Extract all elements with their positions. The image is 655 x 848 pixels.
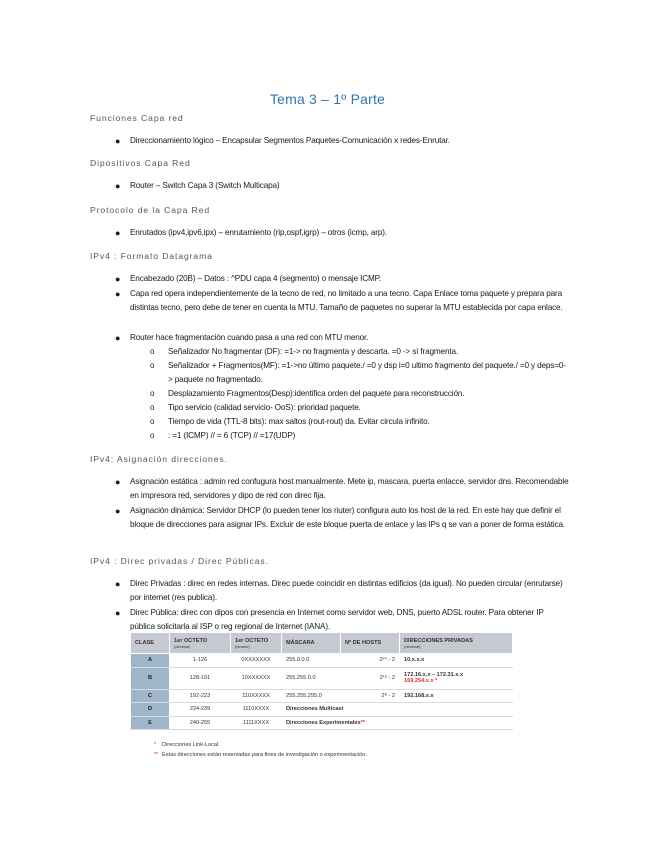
sub-bullet-item: o Tipo servicio (calidad servicio- OoS): prioridad paquete. xyxy=(168,401,570,415)
section-heading-direc: IPv4 : Direc privadas / Direc Públicas. xyxy=(90,556,269,566)
sub-bullet-item: o Tiempo de vida (TTL-8 bits): max saltos (rout-rout) da. Evitar circula infinito. xyxy=(168,415,570,429)
bullet-item: ● Asignación dinámica: Servidor DHCP (lo pueden tener los riuter) configura auto los host de la red. En este hay que definir el bloque de direcciones para asignar IPs. Excluir de este bloque puerta de enlace y las IPs q se van a poner de forma estática. xyxy=(115,506,566,530)
bullet-item: ● Encabezado (20B) – Datos : ^PDU capa 4 (segmento) o mensaje ICMP. xyxy=(130,272,570,286)
bullet-item: ● Asignación estática : admin red confugura host manualmente. Mete ip, mascara, puerta enlacce, servidor dns. Recomendable en impresora red, servidores y dipo de red con direc fija. xyxy=(115,477,569,501)
bullet-item: ● Direc Pública: direc con dipos con presencia en Internet como servidor web, DNS, puerto ADSL router. Para obtener IP pública solicitarla al ISP o reg regional de Internet (IANA). xyxy=(115,608,544,632)
section-heading-asignacion: IPv4: Asignación direcciones. xyxy=(90,454,228,464)
sub-bullet-item: o Señalizador No fragmentar (DF): =1-> no fragmenta y descarta. =0 -> sí fragmenta. xyxy=(168,345,570,359)
table-header-cell: CLASE xyxy=(131,633,170,654)
bullet-item: ● Router – Switch Capa 3 (Switch Multicapa) xyxy=(130,179,570,193)
section-heading-datagrama: IPv4 : Formato Datagrama xyxy=(90,251,213,261)
table-header-cell: 1er OCTETO (decimal) xyxy=(170,633,231,654)
bullet-icon: ● xyxy=(115,289,121,299)
circle-bullet-icon: o xyxy=(150,389,155,398)
bullet-item: ● Capa red opera independientemente de la tecno de red, no limitado a una tecno. Capa Enlace toma paquete y prepara para distintas tecno, pero debe de tener en cuenta la MTU. Tamaño de paquetes no superar la MTU establecida por capa enlace. xyxy=(115,289,563,313)
bullet-icon: ● xyxy=(115,274,121,284)
sub-bullet-item: o Señalizador + Fragmentos(MF): =1->no último paquete./ =0 y dsp i=0 ultimo fragmento del paquete./ =0 y deps=0-> paquete no fragmentado. xyxy=(150,361,566,385)
circle-bullet-icon: o xyxy=(150,347,155,356)
bullet-icon: ● xyxy=(115,506,121,516)
bullet-icon: ● xyxy=(115,579,121,589)
sub-bullet-item: o : =1 (ICMP) // = 6 (TCP) // =17(UDP) xyxy=(168,429,570,443)
table-header-cell: Nº DE HOSTS xyxy=(341,633,400,654)
table-header-row xyxy=(131,633,513,654)
bullet-item: ● Direccionamiento lógico – Encapsular Segmentos Paquetes-Comunicación x redes-Enrutar. xyxy=(130,134,570,148)
bullet-item: ● Direc Privadas : direc en redes internas. Direc puede coincidir en distintas edificios (da igual). No pueden circular (enrutarse) por internet (res publica). xyxy=(115,579,563,603)
bullet-icon: ● xyxy=(115,477,121,487)
table-row: D 224-239 1110XXXX Direcciones Multicast xyxy=(131,703,513,717)
bullet-icon: ● xyxy=(115,608,121,618)
circle-bullet-icon: o xyxy=(150,403,155,412)
bullet-icon: ● xyxy=(115,228,121,238)
bullet-icon: ● xyxy=(115,136,121,146)
table-row: A 1-126 0XXXXXXX 255.0.0.0 2²⁴ - 2 10.x.x.x xyxy=(131,654,513,668)
table-header-cell: DIRECCIONES PRIVADAS (decimal) xyxy=(400,633,513,654)
footnote: * Direcciones Link-Local. xyxy=(154,742,220,748)
footnote: ** Estas direcciones están reservadas para fines de investigación o experimentación. xyxy=(154,752,367,758)
table-row: C 192-223 110XXXXX 255.255.255.0 2⁸ - 2 192.168.x.x xyxy=(131,689,513,703)
table-row: E 240-255 1111XXXX Direcciones Experimentales** xyxy=(131,716,513,730)
table-header-cell: 1er OCTETO (binario) xyxy=(231,633,282,654)
sub-bullet-item: o Desplazamiento Fragmentos(Desp):identifica orden del paquete para reconstrucción. xyxy=(168,387,570,401)
circle-bullet-icon: o xyxy=(150,417,155,426)
bullet-item: ● Router hace fragmentación cuando pasa a una red con MTU menor. xyxy=(130,331,570,345)
page-title: Tema 3 – 1º Parte xyxy=(269,91,386,107)
ip-class-table xyxy=(130,632,513,730)
table-header-cell: MÁSCARA xyxy=(282,633,341,654)
circle-bullet-icon: o xyxy=(150,431,155,440)
table-row: B 128-191 10XXXXXX 255.255.0.0 2¹⁶ - 2 172.16.x.x – 172.31.x.x 169.254.x.x * xyxy=(131,667,513,689)
bullet-item: ● Enrutados (ipv4,ipv6,ipx) – enrutamiento (rip,ospf,igrp) – otros (icmp, arp). xyxy=(130,226,570,240)
section-heading-dispositivos: Dipositivos Capa Red xyxy=(90,158,191,168)
bullet-icon: ● xyxy=(115,333,121,343)
section-heading-protocolo: Protocolo de la Capa Red xyxy=(90,205,211,215)
section-heading-funciones: Funciones Capa red xyxy=(90,113,184,123)
circle-bullet-icon: o xyxy=(150,361,155,370)
bullet-icon: ● xyxy=(115,181,121,191)
